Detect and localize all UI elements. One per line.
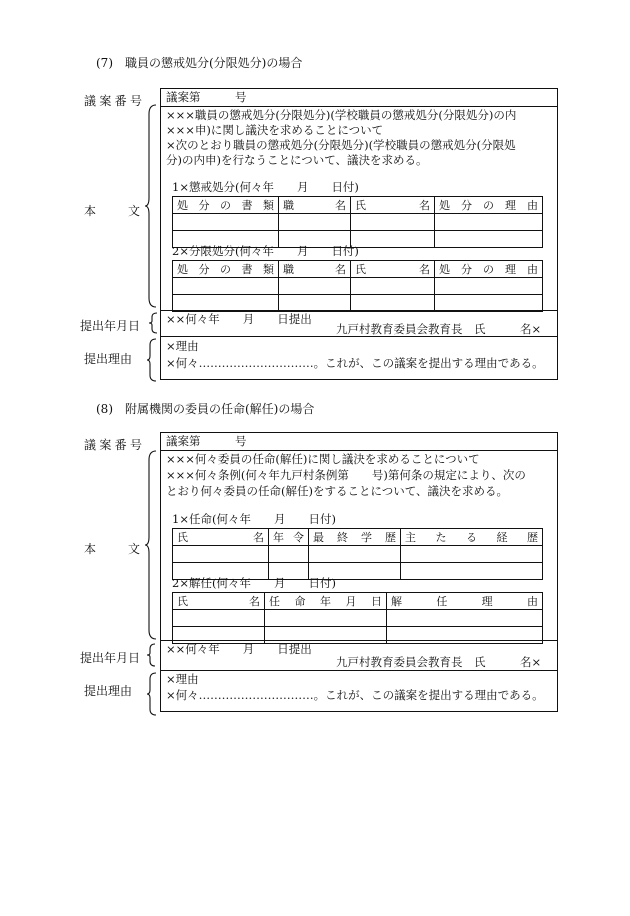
section7-reason-line1: ×理由	[166, 339, 199, 353]
table-cell	[173, 627, 265, 644]
table-row	[173, 610, 543, 627]
table-cell	[173, 214, 279, 231]
section7-table1	[172, 196, 543, 248]
section8-signer: 九戸村教育委員会教育長 氏 名×	[336, 655, 542, 669]
section7-label-body1: 本	[84, 204, 97, 218]
section7-signer: 九戸村教育委員会教育長 氏 名×	[336, 322, 542, 336]
section7-title-line: ×××職員の懲戒処分(分限処分)(学校職員の懲戒処分(分限処分)の内	[166, 108, 517, 122]
section7-date-line: ××何々年 月 日提出	[166, 312, 312, 326]
table-cell	[279, 214, 351, 231]
section8-table2-caption: 2×解任(何々年 月 日付)	[172, 576, 336, 590]
section7-body-line: 分)の内申)を行なうことについて、議決を求める。	[166, 153, 428, 167]
table-cell	[435, 278, 543, 295]
section8-label-number	[84, 436, 142, 453]
section7-label-date: 提出年月日	[80, 319, 141, 333]
section8-date-line: ××何々年 月 日提出	[166, 642, 312, 656]
col-position: 職 名	[283, 263, 346, 276]
section8-reason-line2: ×何々…………………………。これが、この議案を提出する理由である。	[166, 688, 544, 702]
section7-title-line: ×××申)に関し議決を求めることについて	[166, 123, 384, 137]
col-career: 主 た る 経 歴	[405, 531, 538, 544]
table-header-cell	[269, 529, 309, 546]
section8-label-date: 提出年月日	[80, 651, 141, 665]
table-cell	[387, 610, 543, 627]
table-header-cell	[387, 593, 543, 610]
table-cell	[435, 295, 543, 312]
table-row	[173, 295, 543, 312]
section7-reason-line2: ×何々…………………………。これが、この議案を提出する理由である。	[166, 356, 544, 370]
table-cell	[435, 231, 543, 248]
section7-table2	[172, 260, 543, 312]
section7-body-brace	[144, 104, 158, 308]
table-header-cell	[265, 593, 387, 610]
table-header-cell	[173, 593, 265, 610]
section8-reason-line1: ×理由	[166, 672, 199, 686]
section8-title-line: ×××何々委員の任命(解任)に関し議決を求めることについて	[166, 452, 480, 466]
col-doc: 処 分 の 書 類	[177, 199, 274, 212]
section8-table1	[172, 528, 543, 580]
table-cell	[351, 214, 435, 231]
label-number-text: 議 案 番 号	[84, 438, 142, 452]
table-cell	[279, 295, 351, 312]
table-cell	[173, 610, 265, 627]
col-name: 氏 名	[355, 263, 430, 276]
table-header-cell	[279, 261, 351, 278]
col-doc: 処 分 の 書 類	[177, 263, 274, 276]
table-cell	[351, 231, 435, 248]
col-reason: 処 分 の 理 由	[439, 199, 538, 212]
table-header-cell	[351, 261, 435, 278]
table-row	[173, 627, 543, 644]
section7-heading: (7) 職員の懲戒処分(分限処分)の場合	[96, 56, 303, 70]
table-cell	[435, 214, 543, 231]
section8-reason-brace	[146, 672, 158, 716]
table-cell	[173, 295, 279, 312]
section8-label-reason: 提出理由	[84, 684, 133, 698]
table-cell	[173, 546, 269, 563]
table-header-cell	[173, 261, 279, 278]
table-header-cell	[309, 529, 401, 546]
section7-label-body2: 文	[128, 204, 141, 218]
section8-table2	[172, 592, 543, 644]
table-header-cell	[435, 197, 543, 214]
section7-divider-number	[160, 106, 558, 107]
section7-proposal-no: 議案第 号	[166, 90, 247, 104]
table-cell	[309, 546, 401, 563]
section7-table2-caption: 2×分限処分(何々年 月 日付)	[172, 244, 359, 258]
table-cell	[279, 278, 351, 295]
section7-table1-caption: 1×懲戒処分(何々年 月 日付)	[172, 180, 359, 194]
section8-proposal-no: 議案第 号	[166, 434, 247, 448]
col-education: 最 終 学 歴	[313, 531, 396, 544]
table-row	[173, 278, 543, 295]
table-cell	[351, 295, 435, 312]
col-name: 氏 名	[177, 595, 260, 608]
section7-body-line: ×次のとおり職員の懲戒処分(分限処分)(学校職員の懲戒処分(分限処	[166, 138, 516, 152]
table-cell	[401, 563, 543, 580]
table-header-cell	[401, 529, 543, 546]
col-name: 氏 名	[177, 531, 264, 544]
table-cell	[401, 546, 543, 563]
table-row	[173, 214, 543, 231]
col-dismissal-reason: 解 任 理 由	[391, 595, 538, 608]
table-header-row	[173, 593, 543, 610]
table-header-cell	[351, 197, 435, 214]
table-header-cell	[173, 529, 269, 546]
table-header-row	[173, 529, 543, 546]
col-reason: 処 分 の 理 由	[439, 263, 538, 276]
section8-label-body2: 文	[128, 542, 141, 556]
table-cell	[351, 278, 435, 295]
section8-divider-reason	[160, 670, 558, 671]
section8-date-brace	[146, 643, 156, 667]
table-cell	[269, 546, 309, 563]
section8-table1-caption: 1×任命(何々年 月 日付)	[172, 512, 336, 526]
section8-heading: (8) 附属機関の委員の任命(解任)の場合	[96, 402, 315, 416]
section7-date-brace	[148, 312, 158, 334]
section8-body-line: とおり何々委員の任命(解任)をすることについて、議決を求める。	[166, 484, 509, 498]
section8-divider-number	[160, 450, 558, 451]
table-cell	[265, 610, 387, 627]
table-row	[173, 546, 543, 563]
table-cell	[173, 278, 279, 295]
table-header-row	[173, 261, 543, 278]
table-header-cell	[173, 197, 279, 214]
table-cell	[387, 627, 543, 644]
table-header-cell	[435, 261, 543, 278]
section7-label-reason: 提出理由	[84, 352, 133, 366]
section8-body-brace	[144, 450, 158, 640]
table-header-row	[173, 197, 543, 214]
section8-body-line: ×××何々条例(何々年九戸村条例第 号)第何条の規定により、次の	[166, 468, 526, 482]
col-age: 年 令	[273, 531, 304, 544]
section8-label-body1: 本	[84, 542, 97, 556]
table-cell	[265, 627, 387, 644]
col-position: 職 名	[283, 199, 346, 212]
section7-reason-brace	[146, 338, 158, 382]
label-number-text: 議 案 番 号	[84, 94, 142, 108]
col-appointed-date: 任 命 年 月 日	[269, 595, 382, 608]
table-header-cell	[279, 197, 351, 214]
section7-label-number	[84, 92, 142, 109]
col-name: 氏 名	[355, 199, 430, 212]
